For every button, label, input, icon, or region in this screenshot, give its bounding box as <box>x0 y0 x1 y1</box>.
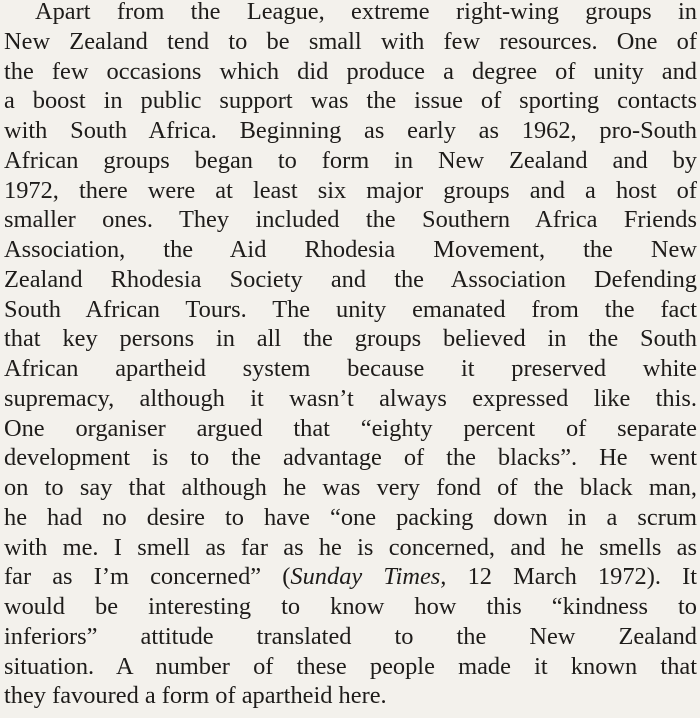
text-line: situation. A number of these people made it known that <box>4 652 697 680</box>
text-line: would be interesting to know how this “kindness to <box>4 593 697 620</box>
text-line: inferiors” attitude translated to the New Zealand <box>4 622 697 650</box>
text-line: African groups began to form in New Zealand and by <box>4 146 697 174</box>
text-line: supremacy, although it wasn’t always expressed like this. <box>4 384 697 412</box>
text-line: Zealand Rhodesia Society and the Association Defending <box>4 265 697 293</box>
citation-text-after: 12 March 1972). It <box>446 563 697 591</box>
text-line: he had no desire to have “one packing down in a scrum <box>4 503 697 531</box>
text-line: 1972, there were at least six major groups and a host of <box>4 176 697 204</box>
newspaper-title: Sunday Times, <box>290 563 447 591</box>
text-line: that key persons in all the groups believed in the South <box>4 325 697 353</box>
text-line: the few occasions which did produce a degree of unity and <box>4 57 697 85</box>
text-line: New Zealand tend to be small with few resources. One of <box>4 27 697 55</box>
text-line: smaller ones. They included the Southern Africa Friends <box>4 206 697 234</box>
text-line: Association, the Aid Rhodesia Movement, the New <box>4 236 697 263</box>
text-line: Apart from the League, extreme right-wing groups in <box>35 0 697 25</box>
text-line: with South Africa. Beginning as early as 1962, pro-South <box>4 117 697 144</box>
body-paragraph <box>4 0 697 711</box>
text-line: development is to the advantage of the blacks”. He went <box>4 444 697 472</box>
text-line: African apartheid system because it preserved white <box>4 355 697 382</box>
text-line: a boost in public support was the issue of sporting contacts <box>4 87 697 115</box>
text-line: on to say that although he was very fond of the black man, <box>4 474 697 501</box>
text-line: One organiser argued that “eighty percent of separate <box>4 414 697 442</box>
citation-text-before: far as I’m concerned” ( <box>4 563 291 591</box>
text-line: with me. I smell as far as he is concerned, and he smells as <box>4 533 697 561</box>
text-line: South African Tours. The unity emanated from the fact <box>4 295 697 323</box>
text-line: they favoured a form of apartheid here. <box>4 682 387 710</box>
citation-line <box>4 562 697 592</box>
